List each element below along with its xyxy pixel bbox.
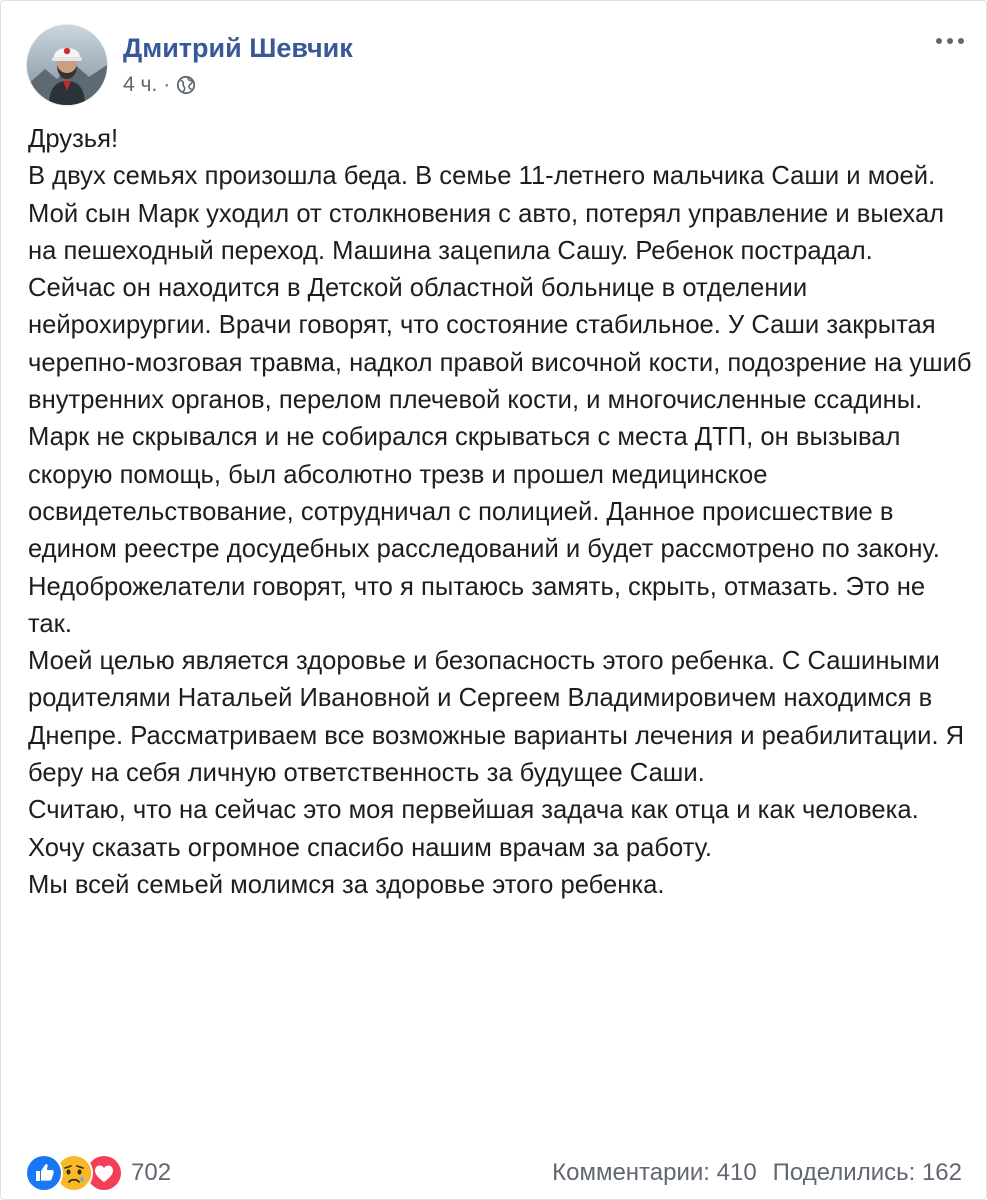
- like-icon: [25, 1154, 63, 1192]
- comments-count-link[interactable]: Комментарии: 410: [552, 1159, 757, 1186]
- post-paragraph: Марк не скрывался и не собирался скрываться с места ДТП, он вызывал скорую помощь, был абсолютно трезв и прошел медицинское освидетельствование, сотрудничал с полицией. Данное происшествие в едином реестре досудебных расследований и будет рассмотрено по закону.: [28, 423, 940, 564]
- post-paragraph: Мой сын Марк уходил от столкновения с авто, потерял управление и выехал на пешеходный переход. Машина зацепила Сашу. Ребенок пострадал.: [28, 199, 945, 265]
- author-name[interactable]: Дмитрий Шевчик: [123, 33, 353, 63]
- more-options-icon[interactable]: [930, 29, 970, 53]
- reaction-count: 702: [131, 1159, 172, 1186]
- post-paragraph: Считаю, что на сейчас это моя первейшая задача как отца и как человека.: [28, 796, 919, 825]
- avatar[interactable]: [27, 25, 107, 105]
- post-timestamp[interactable]: 4 ч.: [123, 73, 158, 96]
- more-dot: [947, 38, 953, 44]
- more-dot: [936, 38, 942, 44]
- meta-separator: ·: [163, 73, 171, 96]
- post-paragraph: Друзья!: [28, 125, 119, 153]
- post-paragraph: Хочу сказать огромное спасибо нашим врачам за работу.: [28, 833, 713, 862]
- post-paragraph: Сейчас он находится в Детской областной больнице в отделении нейрохирургии. Врачи говорят, что состояние стабильное. У Саши закрытая черепно-мозговая травма, надкол правой височной кости, подозрение на ушиб внутренних органов, перелом плечевой кости, и многочисленные ссадины.: [28, 274, 972, 415]
- reactions-summary[interactable]: [25, 1154, 171, 1192]
- reaction-icons: [25, 1154, 115, 1192]
- post-paragraph: Моей целью является здоровье и безопасность этого ребенка. С Сашиными родителями Натальей Ивановной и Сергеем Владимировичем находимся в Днепре. Рассматриваем все возможные варианты лечения и реабилитации. Я беру на себя личную ответственность за будущее Саши.: [28, 647, 965, 788]
- shares-count-link[interactable]: Поделились: 162: [772, 1159, 962, 1186]
- post-header: [27, 25, 970, 109]
- globe-icon[interactable]: [176, 75, 196, 95]
- engagement-stats: [552, 1159, 962, 1187]
- more-dot: [958, 38, 964, 44]
- avatar-photo: [27, 25, 107, 105]
- post-paragraph: Мы всей семьей молимся за здоровье этого ребенка.: [28, 870, 665, 899]
- post-paragraph: Недоброжелатели говорят, что я пытаюсь замять, скрыть, отмазать. Это не так.: [28, 572, 926, 638]
- post-body: [28, 121, 973, 904]
- post-meta: [123, 73, 196, 97]
- post-paragraph: В двух семьях произошла беда. В семье 11-летнего мальчика Саши и моей.: [28, 162, 936, 191]
- post-footer: [25, 1151, 962, 1195]
